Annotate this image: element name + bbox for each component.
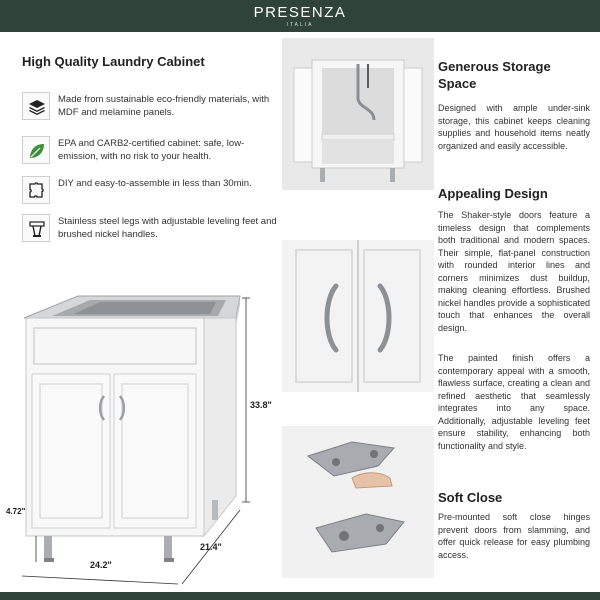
- storage-title-line2: Space: [438, 76, 477, 91]
- width-dimension: 24.2": [90, 560, 112, 570]
- feature-text: EPA and CARB2-certified cabinet: safe, low-emission, with no risk to your health.: [58, 138, 245, 162]
- page-title: High Quality Laundry Cabinet: [22, 54, 205, 69]
- feature-text: Made from sustainable eco-friendly materials, with MDF and melamine panels.: [58, 94, 270, 118]
- storage-title-line1: Generous Storage: [438, 59, 551, 74]
- feature-text: Stainless steel legs with adjustable leveling feet and brushed nickel handles.: [58, 216, 277, 240]
- leg-dimension: 4.72": [6, 507, 26, 516]
- storage-detail-image: [282, 38, 434, 190]
- soft-close-body: Pre-mounted soft close hinges prevent doors from slamming, and offer quick release for easy plumbing access.: [438, 512, 590, 560]
- design-body-2: The painted finish offers a contemporary appeal with a smooth, flawless surface, creating a clean and refined aesthetic that seamlessly integrates into any space. Additionally, adjustable leveling feet ensure stability, enhancing both functionality and style.: [438, 353, 590, 451]
- feature-item-materials: [22, 92, 272, 122]
- brand-logo: PRESENZA: [253, 4, 347, 21]
- cabinet-product-image: [6, 278, 284, 588]
- puzzle-icon: [22, 176, 50, 204]
- hinges-detail-image: [282, 426, 434, 578]
- depth-dimension: 21.4": [200, 542, 222, 552]
- soft-close-title: Soft Close: [438, 490, 503, 505]
- brand-subtitle: ITALIA: [286, 22, 314, 28]
- handles-detail-image: [282, 240, 434, 392]
- leaf-icon: [22, 136, 50, 164]
- layers-icon: [22, 92, 50, 120]
- height-dimension: 33.8": [250, 400, 272, 410]
- brand-footer: [0, 592, 600, 600]
- storage-body: Designed with ample under-sink storage, this cabinet keeps cleaning supplies and household items neatly organized and easily accessible.: [438, 103, 590, 151]
- feature-item-certified: [22, 136, 272, 166]
- leg-icon: [22, 214, 50, 242]
- feature-item-assembly: [22, 176, 272, 206]
- feature-item-legs: [22, 214, 277, 244]
- design-body-1: The Shaker-style doors feature a timeless design that complements both traditional and modern spaces. Their simple, flat-panel construction with rounded interior lines and corners minimizes dust buildup, making cleaning effortless. Brushed nickel handles provide a sophisticated touch that enhances the overall design.: [438, 210, 590, 333]
- design-title: Appealing Design: [438, 186, 548, 201]
- feature-text: DIY and easy-to-assemble in less than 30min.: [58, 178, 252, 189]
